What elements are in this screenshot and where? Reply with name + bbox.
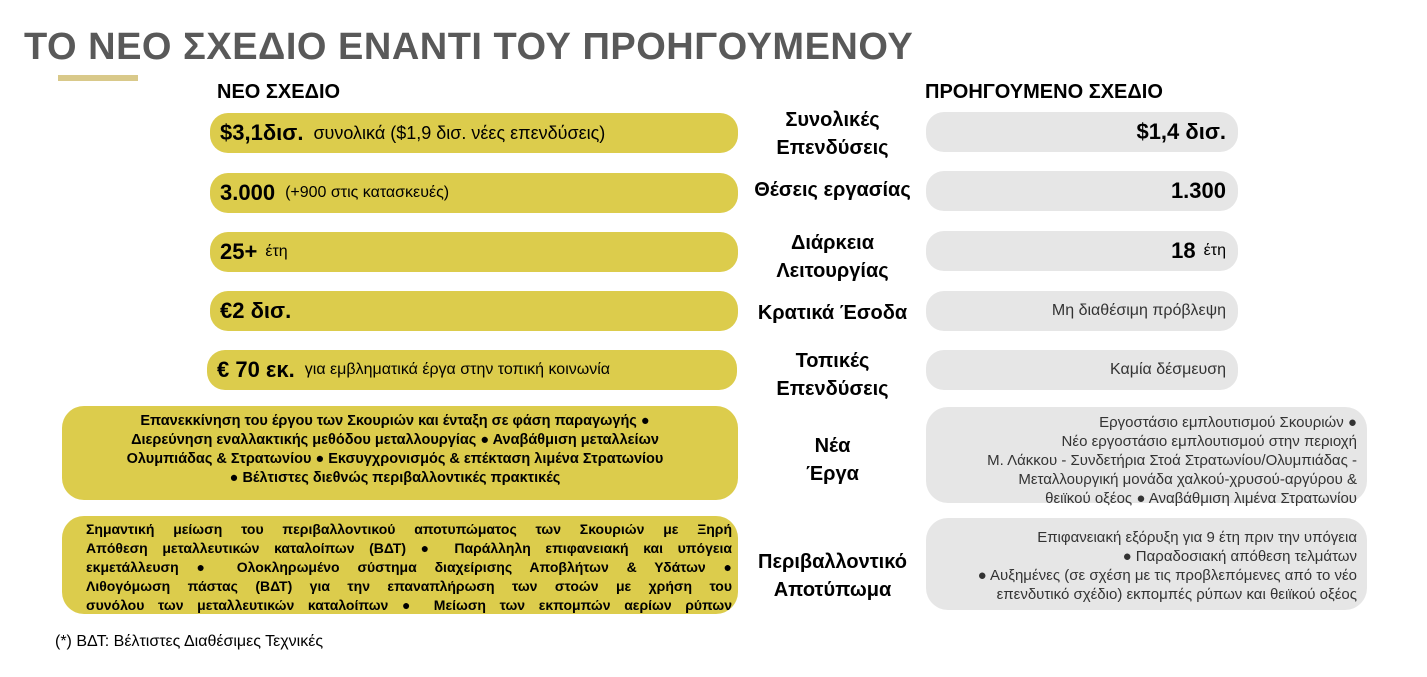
prev-duration-value: 18 [1171,238,1196,263]
new-duration-value: 25+ [220,239,258,264]
new-state-revenue-bar [210,291,738,331]
prev-environment-line: ● Αυξημένες (σε σχέση με τις προβλεπόμενες από το νέο [977,567,1357,584]
new-total-investment-detail: συνολικά ($1,9 δισ. νέες επενδύσεις) [313,122,606,143]
new-jobs-bar [210,173,738,213]
new-projects-line: Διερεύνηση εναλλακτικής μεθόδου μεταλλουργίας ● Αναβάθμιση μεταλλείων [131,432,659,448]
new-local-investment-detail: για εμβληματικά έργα στην τοπική κοινωνία [304,361,611,378]
new-projects-line: ● Βέλτιστες διεθνώς περιβαλλοντικές πρακτικές [229,470,561,486]
new-jobs-detail: (+900 στις κατασκευές) [285,184,450,201]
prev-environment-block [926,518,1367,610]
title-underline [58,75,138,81]
prev-duration-bar [926,231,1238,271]
new-projects-line: Επανεκκίνηση του έργου των Σκουριών και ένταξη σε φάση παραγωγής ● [140,413,650,429]
prev-projects-line: Εργοστάσιο εμπλουτισμού Σκουριών ● [1099,414,1357,431]
prev-projects-line: Μ. Λάκκου - Συνδετήρια Στοά Στρατωνίου/Ολυμπιάδας - [987,452,1357,469]
new-environment-line: Λιθογόμωση πάστας (ΒΔΤ) για την επαναπλήρωση των στοών με χρήση του [86,578,732,594]
label-environment: Περιβαλλοντικό Αποτύπωμα [758,551,907,601]
new-projects-block [62,406,738,500]
label-state-revenue: Κρατικά Έσοδα [757,302,908,324]
label-new-projects: Νέα Έργα [806,435,859,485]
prev-total-investment-bar [926,112,1238,152]
new-total-investment-value: $3,1δισ. [220,120,304,145]
new-local-investment-value: € 70 εκ. [217,357,295,382]
new-local-investment-bar [207,350,737,390]
prev-jobs-bar [926,171,1238,211]
prev-duration-unit: έτη [1203,242,1226,259]
new-projects-line: Ολυμπιάδας & Στρατωνίου ● Εκσυγχρονισμός & επέκταση λιμένα Στρατωνίου [126,451,664,467]
prev-environment-line: ● Παραδοσιακή απόθεση τελμάτων [1122,548,1357,565]
new-jobs-value: 3.000 [220,180,276,205]
prev-state-revenue-text: Μη διαθέσιμη πρόβλεψη [1051,302,1226,319]
new-environment-line: συνόλου των μεταλλευτικών καταλοίπων ● Μείωση των εκπομπών αερίων ρύπων [86,597,732,613]
new-total-investment-bar [210,113,738,153]
prev-environment-line: Επιφανειακή εξόρυξη για 9 έτη πριν την υπόγεια [1037,529,1357,546]
new-environment-line: Απόθεση μεταλλευτικών καταλοίπων (ΒΔΤ) ● Παράλληλη επιφανειακή και υπόγεια [86,540,732,556]
prev-state-revenue-bar [926,291,1238,331]
label-jobs: Θέσεις εργασίας [754,179,911,201]
new-duration-bar [210,232,738,272]
prev-projects-line: θειϊκού οξέος ● Αναβάθμιση λιμένα Στρατωνίου [1045,490,1357,507]
prev-local-investment-bar [926,350,1238,390]
prev-total-investment-value: $1,4 δισ. [1136,119,1226,144]
prev-environment-line: επενδυτικό σχέδιο) εκπομπές ρύπων και θειϊκού οξέος [996,586,1357,603]
new-environment-line: Σημαντική μείωση του περιβαλλοντικού αποτυπώματος των Σκουριών με Ξηρή [86,521,732,537]
new-environment-line: εκμετάλλευση ● Ολοκληρωμένο σύστημα διαχείρισης Αποβλήτων & Υδάτων ● [86,559,732,575]
new-state-revenue-value: €2 δισ. [220,298,292,323]
prev-jobs-value: 1.300 [1170,178,1226,203]
previous-plan-heading: ΠΡΟΗΓΟΥΜΕΝΟ ΣΧΕΔΙΟ [925,81,1163,103]
prev-projects-line: Νέο εργοστάσιο εμπλουτισμού στην περιοχή [1061,433,1357,450]
label-duration: Διάρκεια Λειτουργίας [776,232,889,282]
new-duration-unit: έτη [265,243,288,260]
label-total-investments: Συνολικές Επενδύσεις [776,109,889,159]
footnote: (*) ΒΔΤ: Βέλτιστες Διαθέσιμες Τεχνικές [55,633,324,650]
page-title: ΤΟ ΝΕΟ ΣΧΕΔΙΟ ΕΝΑΝΤΙ ΤΟΥ ΠΡΟΗΓΟΥΜΕΝΟΥ [24,26,914,68]
label-local-investments: Τοπικές Επενδύσεις [776,350,889,400]
new-environment-block [62,516,738,614]
prev-projects-line: Μεταλλουργική μονάδα χαλκού-χρυσού-αργύρου & [1018,471,1357,488]
prev-projects-block [926,407,1367,507]
new-plan-heading: ΝΕΟ ΣΧΕΔΙΟ [217,81,341,103]
prev-local-investment-text: Καμία δέσμευση [1110,361,1226,378]
